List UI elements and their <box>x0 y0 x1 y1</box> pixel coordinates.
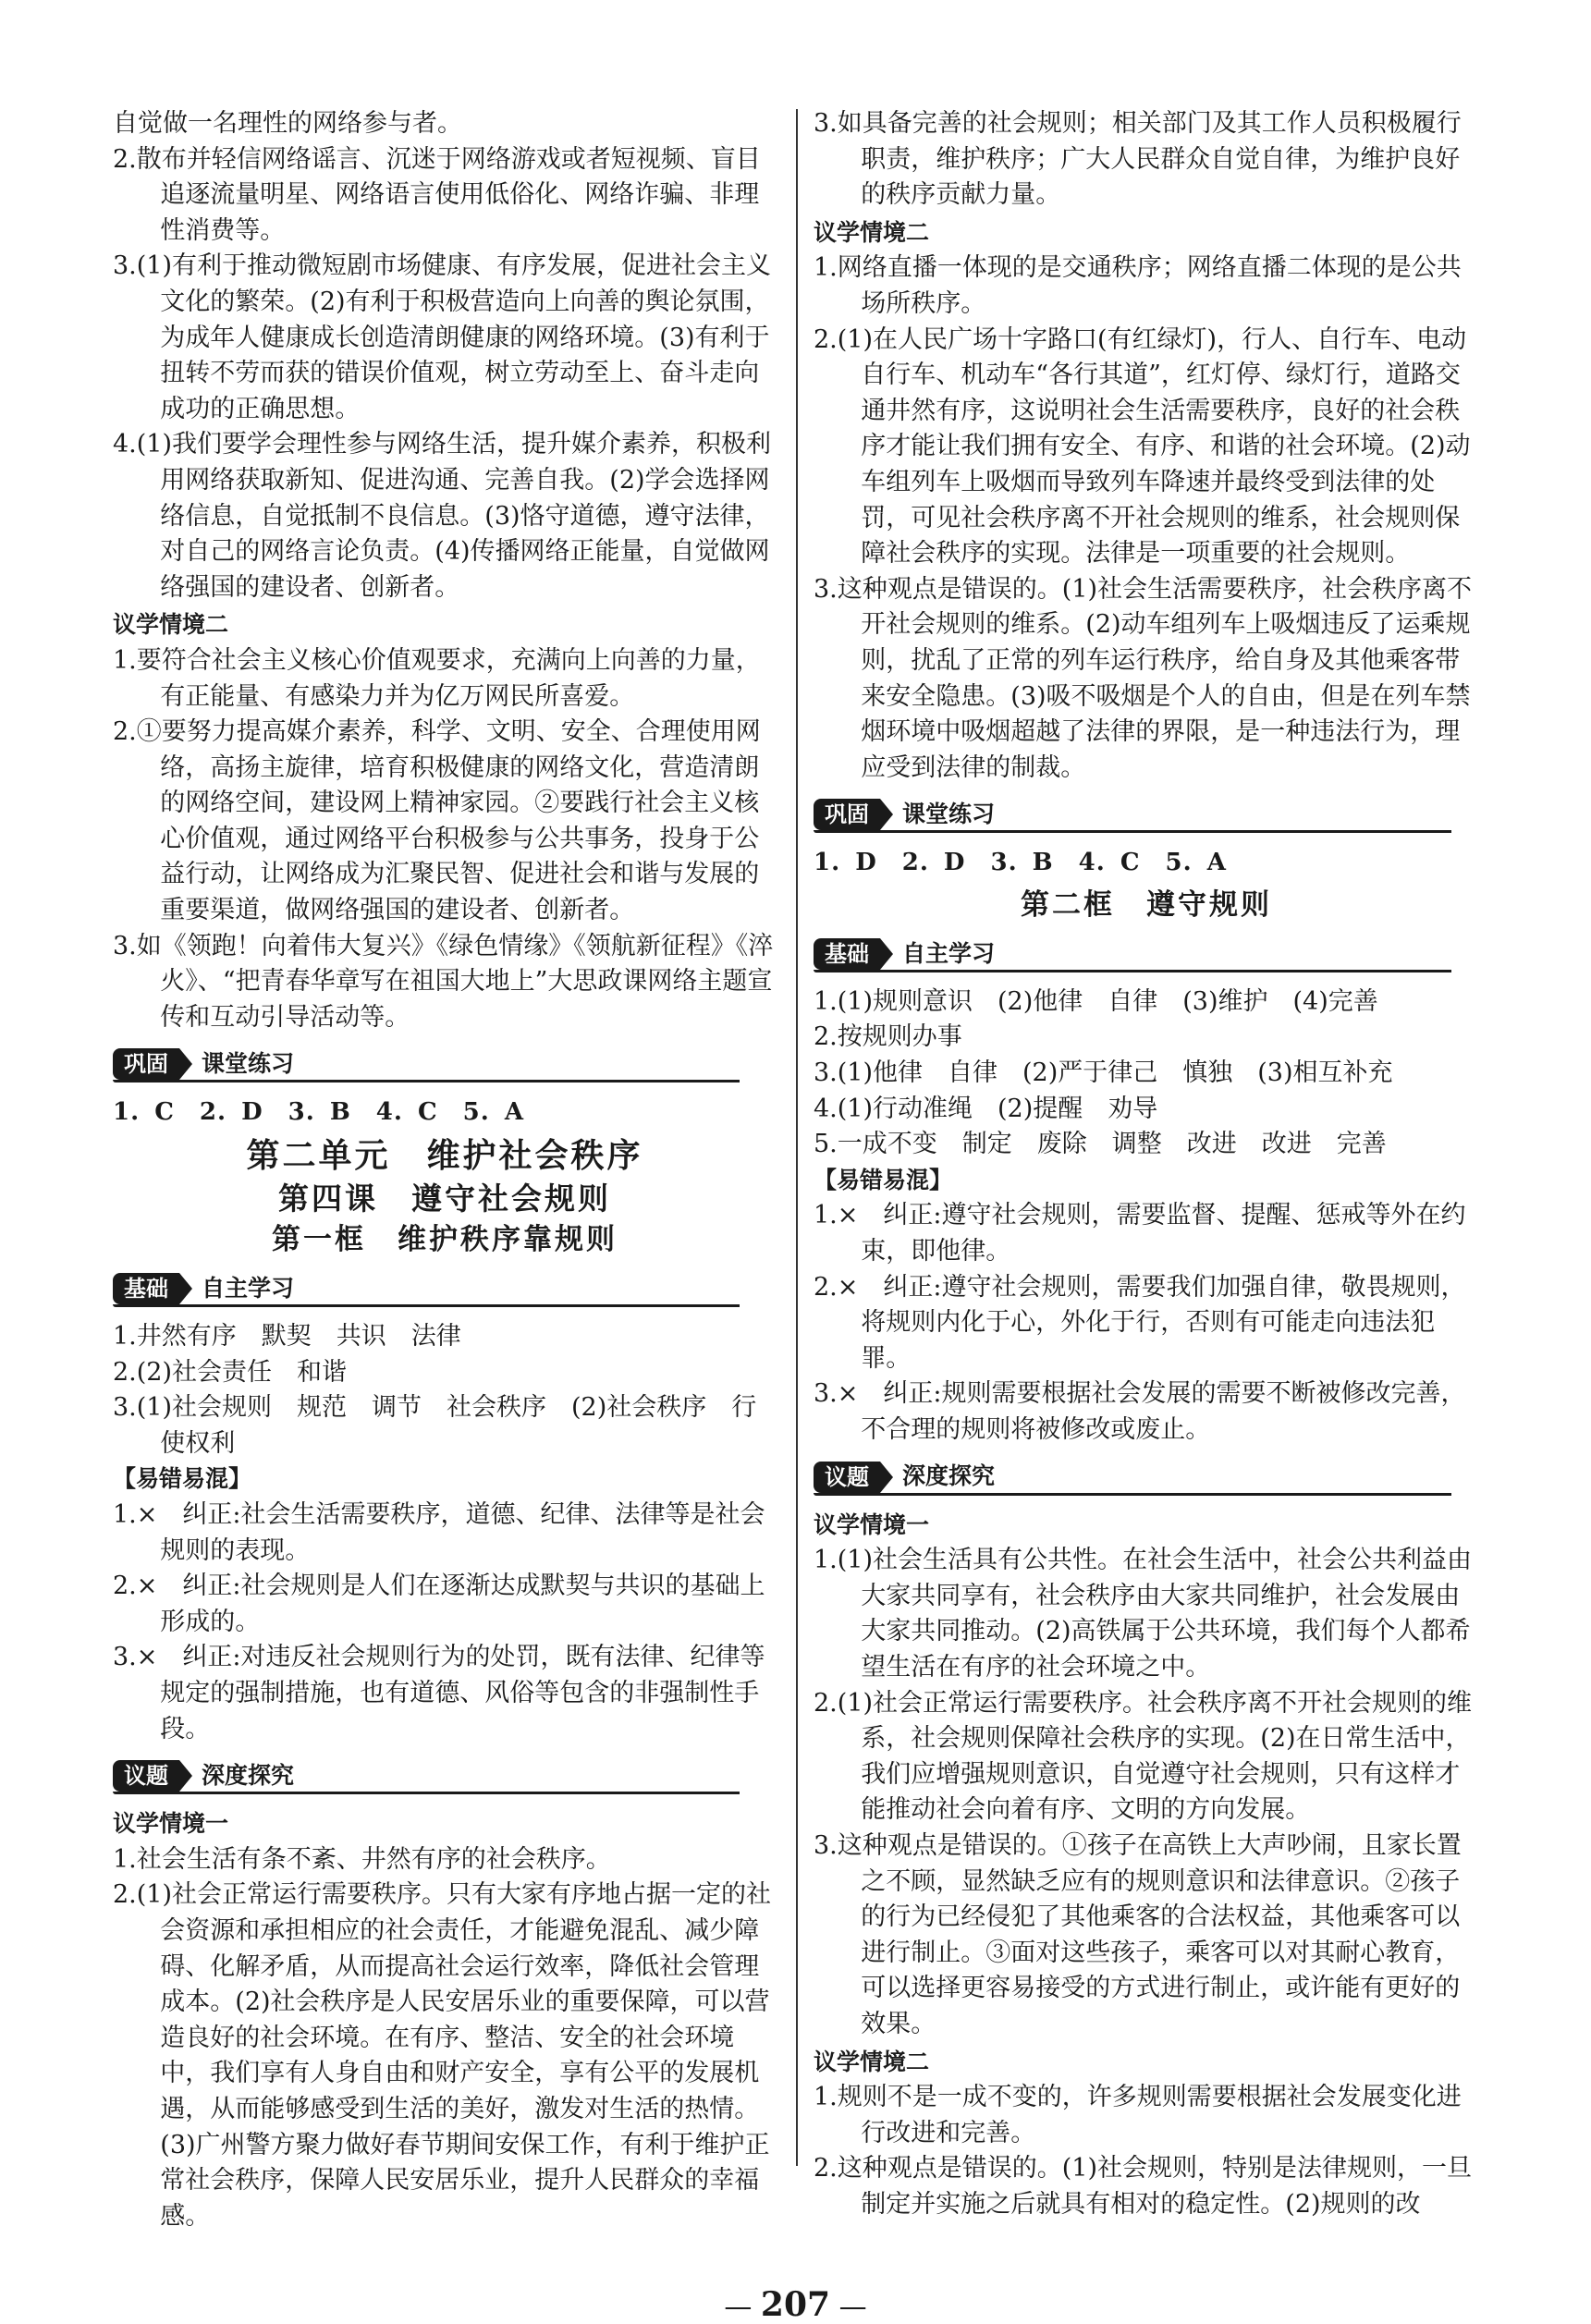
section-tag: 议题 <box>113 1760 179 1792</box>
section-label-jichu <box>814 935 1479 977</box>
answer-key: 1. D 2. D 3. B 4. C 5. A <box>814 849 1227 877</box>
section-tag: 巩固 <box>814 799 880 830</box>
answer-text: 4.(1)行动准绳 (2)提醒 劝导 <box>814 1094 1158 1123</box>
answer-text: 自觉做一名理性的网络参与者。 <box>113 109 462 138</box>
arrow-icon <box>880 1462 893 1493</box>
answer-text: 1.× 纠正:社会生活需要秩序，道德、纪律、法律等是社会规则的表现。 <box>113 1500 765 1565</box>
answer-text: 1.社会生活有条不紊、井然有序的社会秩序。 <box>113 1844 611 1874</box>
answer-text: 5.一成不变 制定 废除 调整 改进 改进 完善 <box>814 1130 1387 1159</box>
answer-text: 4.(1)我们要学会理性参与网络生活，提升媒介素养，积极利用网络获取新知、促进沟通、完善自我。(2)学会选择网络信息，自觉抵制不良信息。(3)恪守道德，遵守法律，对自己的网络言论负责。(4)传播网络正能量，自觉做网络强国的建设者、创新者。 <box>113 430 772 602</box>
arrow-icon <box>880 799 893 830</box>
answer-text: 1.规则不是一成不变的，许多规则需要根据社会发展变化进行改进和完善。 <box>814 2083 1462 2147</box>
section-tag: 巩固 <box>113 1048 179 1080</box>
answer-text: 1.(1)规则意识 (2)他律 自律 (3)维护 (4)完善 <box>814 986 1378 1016</box>
answer-text: 2.这种观点是错误的。(1)社会规则，特别是法律规则，一旦制定并实施之后就具有相对的稳定性。(2)规则的改 <box>814 2154 1473 2219</box>
answer-text: 1.要符合社会主义核心价值观要求，充满向上向善的力量，有正能量、有感染力并为亿万网民所喜爱。 <box>113 645 761 711</box>
page-footer <box>0 2285 1591 2324</box>
section-label-text: 深度探究 <box>902 1462 996 1490</box>
answer-text: 2.× 纠正:社会规则是人们在逐渐达成默契与共识的基础上形成的。 <box>113 1572 765 1636</box>
frame-title: 第二框 遵守规则 <box>1021 887 1272 922</box>
answer-text: 2.(2)社会责任 和谐 <box>113 1357 348 1387</box>
page-number: 207 <box>760 2285 831 2324</box>
footer-dash: — <box>830 2291 867 2323</box>
section-heading: 【易错易混】 <box>814 1166 953 1193</box>
section-label-text: 课堂练习 <box>902 800 996 827</box>
answer-text: 3.(1)他律 自律 (2)严于律己 慎独 (3)相互补充 <box>814 1058 1393 1088</box>
section-label-text: 深度探究 <box>202 1761 295 1789</box>
lesson-title: 第四课 遵守社会规则 <box>278 1180 611 1217</box>
answer-text: 3.× 纠正:规则需要根据社会发展的需要不断被修改完善，不合理的规则将被修改或废止。 <box>814 1379 1466 1444</box>
section-label-text: 自主学习 <box>202 1274 295 1302</box>
section-heading: 【易错易混】 <box>113 1465 252 1493</box>
answer-text: 1.网络直播一体现的是交通秩序；网络直播二体现的是公共场所秩序。 <box>814 253 1462 318</box>
answer-text: 3.这种观点是错误的。①孩子在高铁上大声吵闹，且家长置之不顾，显然缺乏应有的规则意识和法律意识。②孩子的行为已经侵犯了其他乘客的合法权益，其他乘客可以进行制止。③面对这些孩子，乘客可以对其耐心教育，可以选择更容易接受的方式进行制止，或许能有更好的效果。 <box>814 1830 1462 2038</box>
answer-text: 3.如《领跑！向着伟大复兴》《绿色情缘》《领航新征程》《淬火》、“把青春华章写在祖国大地上”大思政课网络主题宣传和互动引导活动等。 <box>113 931 774 1032</box>
section-label-jichu <box>113 1269 777 1312</box>
section-label-text: 自主学习 <box>902 939 996 967</box>
answer-text: 2.散布并轻信网络谣言、沉迷于网络游戏或者短视频、盲目追逐流量明星、网络语言使用低俗化、网络诈骗、非理性消费等。 <box>113 144 761 245</box>
answer-key: 1. C 2. D 3. B 4. C 5. A <box>113 1098 525 1127</box>
answer-text: 3.× 纠正:对违反社会规则行为的处罚，既有法律、纪律等规定的强制措施，也有道德、风俗等包含的非强制性手段。 <box>113 1643 765 1743</box>
answer-text: 1.井然有序 默契 共识 法律 <box>113 1322 461 1352</box>
section-label-gonggu <box>113 1045 777 1087</box>
footer-dash: — <box>724 2291 761 2323</box>
arrow-icon <box>880 938 893 970</box>
section-heading: 议学情境一 <box>113 1810 229 1838</box>
section-tag: 议题 <box>814 1462 880 1493</box>
answer-text: 2.(1)社会正常运行需要秩序。只有大家有序地占据一定的社会资源和承担相应的社会责任，才能避免混乱、减少障碍、化解矛盾，从而提高社会运行效率，降低社会管理成本。(2)社会秩序是人民安居乐业的重要保障，可以营造良好的社会环境。在有序、整洁、安全的社会环境中，我们享有人身自由和财产安全，享有公平的发展机遇，从而能够感受到生活的美好，激发对生活的热情。(3)广州警方聚力做好春节期间安保工作，有利于维护正常社会秩序，保障人民安居乐业，提升人民群众的幸福感。 <box>113 1880 772 2231</box>
arrow-icon <box>179 1760 192 1792</box>
arrow-icon <box>179 1273 192 1304</box>
left-column <box>113 106 777 2234</box>
section-label-yiti <box>814 1458 1479 1500</box>
section-tag: 基础 <box>113 1273 179 1304</box>
section-label-text: 课堂练习 <box>202 1050 295 1078</box>
section-tag: 基础 <box>814 938 880 970</box>
answer-text: 1.(1)社会生活具有公共性。在社会生活中，社会公共利益由大家共同享有，社会秩序由大家共同维护，社会发展由大家共同推动。(2)高铁属于公共环境，我们每个人都希望生活在有序的社会环境之中。 <box>814 1546 1473 1682</box>
section-heading: 议学情境二 <box>814 2048 930 2075</box>
answer-text: 2.①要努力提高媒介素养，科学、文明、安全、合理使用网络，高扬主旋律，培育积极健康的网络文化，营造清朗的网络空间，建设网上精神家园。②要践行社会主义核心价值观，通过网络平台积极参与公共事务，投身于公益行动，让网络成为汇聚民智、促进社会和谐与发展的重要渠道，做网络强国的建设者、创新者。 <box>113 717 761 925</box>
answer-text: 2.按规则办事 <box>814 1022 962 1052</box>
section-label-gonggu <box>814 795 1479 838</box>
answer-text: 3.这种观点是错误的。(1)社会生活需要秩序，社会秩序离不开社会规则的维系。(2)动车组列车上吸烟违反了运乘规则，扰乱了正常的列车运行秩序，给自身及其他乘客带来安全隐患。(3)吸不吸烟是个人的自由，但是在列车禁烟环境中吸烟超越了法律的界限，是一种违法行为，理应受到法律的制裁。 <box>814 574 1473 782</box>
right-column <box>814 106 1479 2222</box>
answer-text: 3.(1)有利于推动微短剧市场健康、有序发展，促进社会主义文化的繁荣。(2)有利于积极营造向上向善的舆论氛围，为成年人健康成长创造清朗健康的网络环境。(3)有利于扭转不劳而获的错误价值观，树立劳动至上、奋斗走向成功的正确思想。 <box>113 251 772 423</box>
section-heading: 议学情境二 <box>814 218 930 246</box>
column-divider <box>796 109 798 2166</box>
arrow-icon <box>179 1048 192 1080</box>
answer-text: 3.(1)社会规则 规范 调节 社会秩序 (2)社会秩序 行使权利 <box>113 1393 757 1458</box>
answer-text: 3.如具备完善的社会规则；相关部门及其工作人员积极履行职责，维护秩序；广大人民群众自觉自律，为维护良好的秩序贡献力量。 <box>814 109 1462 210</box>
answer-text: 2.× 纠正:遵守社会规则，需要我们加强自律，敬畏规则，将规则内化于心，外化于行，否则有可能走向违法犯罪。 <box>814 1272 1466 1373</box>
answer-text: 1.× 纠正:遵守社会规则，需要监督、提醒、惩戒等外在约束，即他律。 <box>814 1201 1466 1266</box>
answer-text: 2.(1)在人民广场十字路口(有红绿灯)，行人、自行车、电动自行车、机动车“各行其道”，红灯停、绿灯行，道路交通井然有序，这说明社会生活需要秩序，良好的社会秩序才能让我们拥有安全、有序、和谐的社会环境。(2)动车组列车上吸烟而导致列车降速并最终受到法律的处罚，可见社会秩序离不开社会规则的维系，社会规则保障社会秩序的实现。法律是一项重要的社会规则。 <box>814 324 1471 569</box>
unit-title: 第二单元 维护社会秩序 <box>246 1137 643 1176</box>
answer-text: 2.(1)社会正常运行需要秩序。社会秩序离不开社会规则的维系，社会规则保障社会秩序的实现。(2)在日常生活中，我们应增强规则意识，自觉遵守社会规则，只有这样才能推动社会向着有序、文明的方向发展。 <box>814 1688 1473 1825</box>
section-label-yiti <box>113 1756 777 1799</box>
section-heading: 议学情境一 <box>814 1511 930 1538</box>
frame-title: 第一框 维护秩序靠规则 <box>272 1223 618 1257</box>
section-heading: 议学情境二 <box>113 611 229 639</box>
